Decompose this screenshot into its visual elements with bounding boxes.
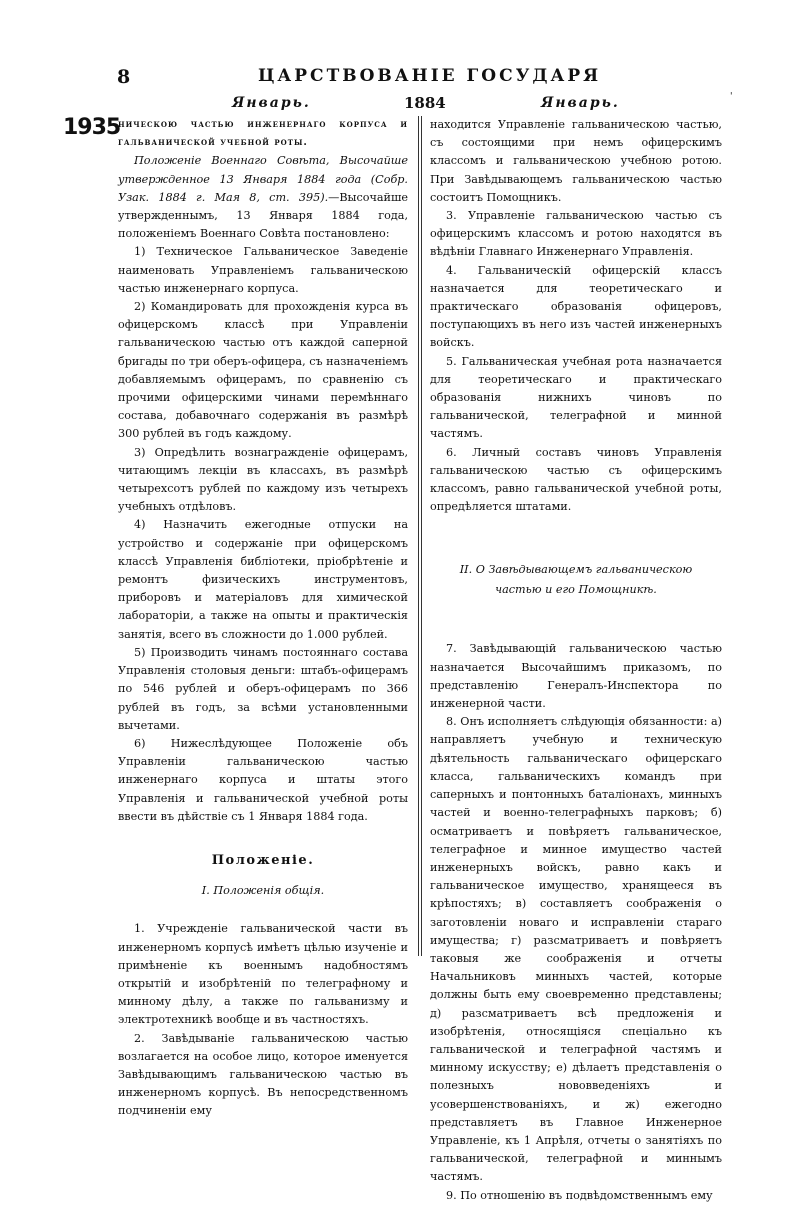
left-column: [118, 116, 408, 1121]
section-heading: II. О Завѣдывающемъ гальваническою частью и его Помощникѣ.: [459, 563, 693, 597]
article: 4. Гальваническій офицерскій классъ назначается для теоретическаго и практическаго образованія офицеровъ, поступающихъ въ него изъ частей инженерныхъ войскъ.: [430, 263, 722, 350]
year: 1884: [404, 94, 446, 112]
page-number: 8: [117, 66, 131, 88]
source-citation: [118, 152, 408, 243]
intro-text: —Высочайше утвержденнымъ, 13 Января 1884 года, положеніемъ Военнаго Совѣта постановлено:: [118, 190, 408, 241]
running-title: ЦАРСТВОВАНІЕ ГОСУДАРЯ: [258, 66, 602, 86]
article: 2. Завѣдываніе гальваническою частью возлагается на особое лицо, которое именуется Завѣдывающимъ гальваническою частью въ инженерномъ корпусѣ. Въ непосредственномъ подчиненіи ему: [118, 1031, 408, 1118]
decree-item: 5) Производить чинамъ постояннаго состава Управленія столовыя деньги: штабъ-офицерамъ по 546 рублей и оберъ-офицерамъ по 366 рублей въ годъ, за всѣми установленными вычетами.: [118, 645, 408, 732]
article: 1. Учрежденіе гальванической части въ инженерномъ корпусѣ имѣетъ цѣлью изученіе и примѣненіе къ военнымъ надобностямъ открытій и изобрѣтеній по телеграфному и минному дѣлу, а также по гальванизму и электротехникѣ вообще и въ частностяхъ.: [118, 922, 408, 1027]
stray-mark: ': [730, 92, 733, 102]
article: 5. Гальваническая учебная рота назначается для теоретическаго и практическаго образованія нижнихъ чиновъ по гальванической, телеграфной и минной частямъ.: [430, 354, 722, 441]
month-right: Январь.: [541, 95, 620, 111]
source-italic: Положеніе Военнаго Совѣта, Высочайше утвержденное 13 Января 1884 года (Собр. Узак. 1884 г. Мая 8, ст. 395).: [118, 154, 408, 204]
article: 8. Онъ исполняетъ слѣдующія обязанности: а) направляетъ учебную и техническую дѣятельность гальваническаго офицерскаго класса, гальваническихъ командъ при саперныхъ и понтонныхъ баталіонахъ, минныхъ частей и военно-телеграфныхъ парковъ; б) осматриваетъ и повѣряетъ гальваническое, телеграфное и минное имущество частей инженерныхъ войскъ, равно какъ и гальваническое имущество, хранящееся въ крѣпостяхъ; в) составляетъ соображенія о заготовленіи новаго и исправленіи стараго имущества; г) разсматриваетъ и повѣряетъ таковыя же соображенія и отчеты Начальниковъ минныхъ частей, которые должны быть ему своевременно представлены; д) разсматриваетъ всѣ предложенія и изобрѣтенія, относящіяся спеціально къ гальванической и телеграфной частямъ и минному искусству; е) дѣлаетъ представленія о полезныхъ нововведеніяхъ и усовершенствованіяхъ, и ж) ежегодно представляетъ въ Главное Инженерное Управленіе, къ 1 Апрѣля, отчеты о занятіяхъ по гальванической, телеграфной и миннымъ частямъ.: [430, 715, 722, 1184]
article: 3. Управленіе гальваническою частью съ офицерскимъ классомъ и ротою находятся въ вѣдѣніи Главнаго Инженернаго Управленія.: [430, 209, 722, 259]
article: 7. Завѣдывающій гальваническою частью назначается Высочайшимъ приказомъ, по представленію Генералъ-Инспектора по инженерной части.: [430, 642, 722, 711]
margin-entry-number: 1935: [63, 115, 121, 140]
month-left: Январь.: [232, 95, 311, 111]
article-continuation: находится Управленіе гальваническою частью, съ состоящими при немъ офицерскимъ классомъ и гальваническою учебною ротою. При Завѣдывающемъ гальваническою частью состоитъ Помощникъ.: [430, 118, 722, 204]
article: 6. Личный составъ чиновъ Управленія гальваническою частью съ офицерскимъ классомъ, равно гальванической учебной роты, опредѣляется штатами.: [430, 445, 722, 514]
decree-item: 3) Опредѣлить вознагражденіе офицерамъ, читающимъ лекціи въ классахъ, въ размѣрѣ четырехсотъ рублей по каждому изъ четырехъ учебныхъ отдѣловъ.: [118, 445, 408, 514]
decree-item: 1) Техническое Гальваническое Заведеніе наименовать Управленіемъ гальваническою частью инженернаго корпуса.: [118, 245, 408, 295]
section-subheading: I. Положенія общія.: [201, 884, 325, 898]
right-column: [430, 116, 722, 1205]
decree-item: 4) Назначить ежегодные отпуски на устройство и содержаніе при офицерскомъ классѣ Управленія библіотеки, пріобрѣтеніе и ремонтъ физическихъ инструментовъ, приборовъ и матеріаловъ для химической лабораторіи, а также на опыты и практическія занятія, всего въ сложности до 1.000 рублей.: [118, 518, 408, 641]
decree-item: 2) Командировать для прохожденія курса въ офицерскомъ классѣ при Управленіи гальваническою частью отъ каждой саперной бригады по три оберъ-офицера, съ назначеніемъ добавляемымъ офицерамъ, по сравненію съ прочими офицерскими чинами перемѣннаго состава, добавочнаго содержанія въ размѣрѣ 300 рублей въ годъ каждому.: [118, 300, 408, 441]
article: 9. По отношенію въ подвѣдомственнымъ ему: [446, 1188, 713, 1202]
regulation-heading: Положеніе.: [211, 852, 315, 868]
column-divider: [418, 116, 422, 956]
entry-title-continuation: ническою частью инженернаго корпуса и гальванической учебной роты.: [118, 119, 408, 149]
decree-item: 6) Нижеслѣдующее Положеніе объ Управленіи гальваническою частью инженернаго корпуса и штаты этого Управленія и гальванической учебной роты ввести въ дѣйствіе съ 1 Января 1884 года.: [118, 736, 408, 823]
